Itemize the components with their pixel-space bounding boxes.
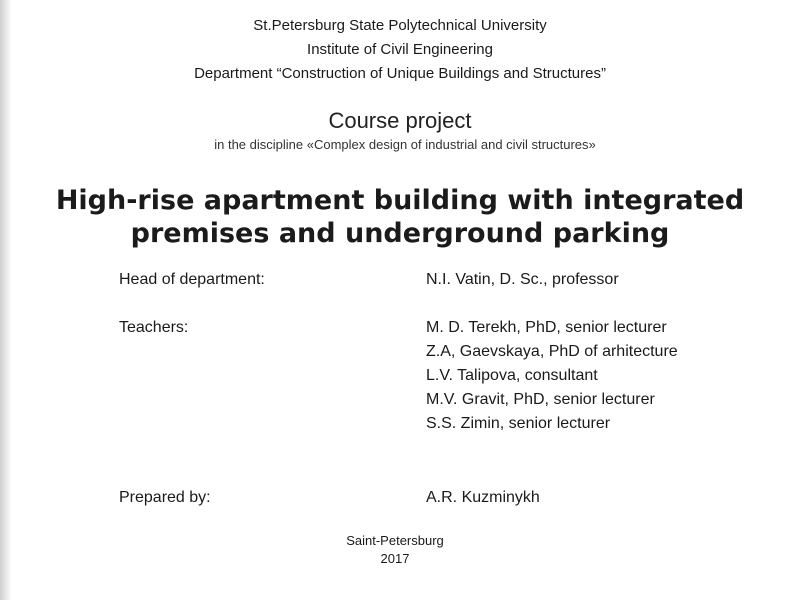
teacher-item: M. D. Terekh, PhD, senior lecturer [426, 319, 667, 336]
head-label: Head of department: [119, 271, 265, 288]
footer-city: Saint-Petersburg [346, 533, 444, 548]
teacher-item: S.S. Zimin, senior lecturer [426, 415, 611, 432]
department-name: Department “Construction of Unique Buildings and Structures” [194, 65, 606, 82]
head-value: N.I. Vatin, D. Sc., professor [426, 271, 619, 288]
university-name: St.Petersburg State Polytechnical University [253, 17, 547, 34]
prepared-label: Prepared by: [119, 489, 211, 506]
institute-name: Institute of Civil Engineering [307, 41, 493, 58]
teacher-item: L.V. Talipova, consultant [426, 367, 598, 384]
course-heading: Course project [328, 108, 472, 133]
teacher-item: M.V. Gravit, PhD, senior lecturer [426, 391, 655, 408]
project-title: High-rise apartment building with integrated premises and underground parking [55, 185, 745, 249]
course-discipline: in the discipline «Complex design of industrial and civil structures» [214, 137, 596, 152]
footer-year: 2017 [380, 551, 410, 566]
teachers-label: Teachers: [119, 319, 189, 336]
teacher-item: Z.A, Gaevskaya, PhD of arhitecture [426, 343, 678, 360]
prepared-value: A.R. Kuzminykh [426, 489, 540, 506]
left-edge-shadow [0, 0, 12, 600]
